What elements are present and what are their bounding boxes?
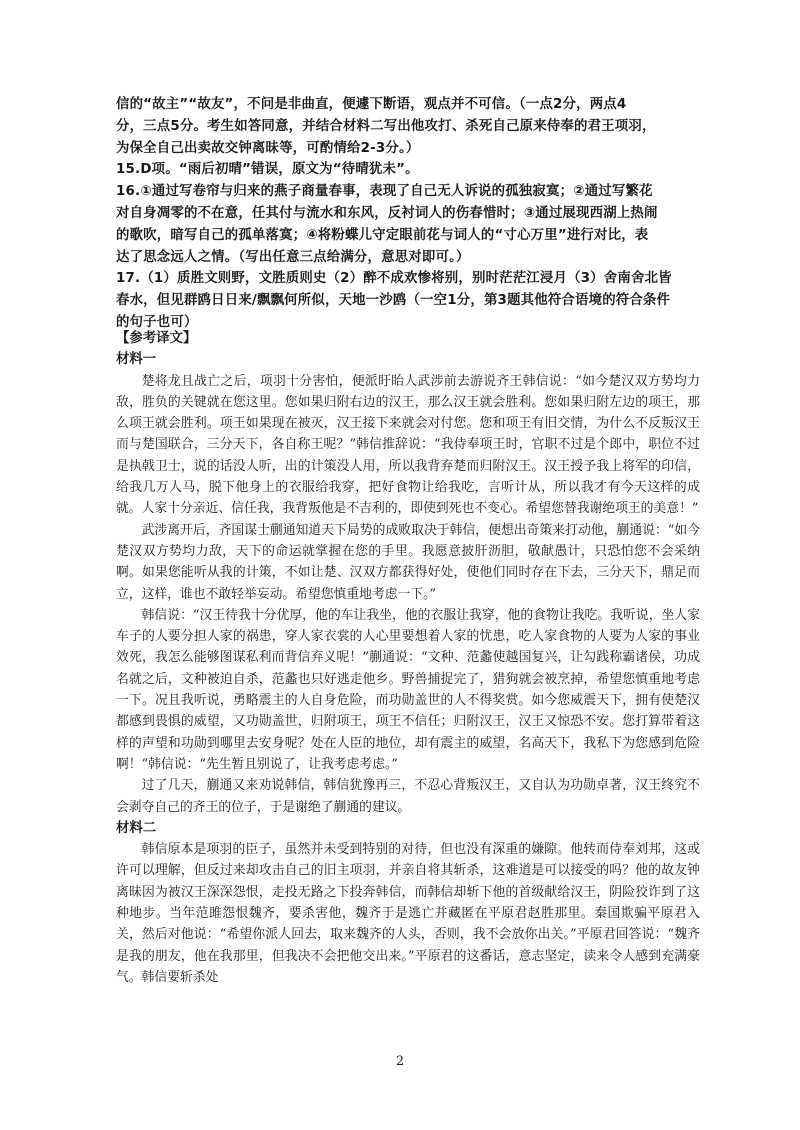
material-one-paragraph: 过了几天，蒯通又来劝说韩信，韩信犹豫再三，不忍心背叛汉王，又自认为功勋卓著，汉王终究不会剥夺自己的齐王的位子，于是谢绝了蒯通的建议。 [116,778,700,815]
answer-line: 信的“故主”“故友”，不问是非曲直，便遽下断语，观点并不可信。（一点2分，两点4 [116,97,627,112]
material-one-title: 材料一 [116,352,157,368]
answer-q17: 17.（1）质胜文则野，文胜质则史（2）醉不成欢惨将别，别时茫茫江浸月（3）舍南舍北皆 [116,271,672,287]
page-number: 2 [395,1054,405,1069]
answer-line: 为保全自己出卖故交钟离昧等，可酌情给2-3分。） [116,140,420,156]
answer-q16: 的歌吹，暗写自己的孤单落寞；④将粉蝶儿守定眼前花与词人的“寸心万里”进行对比，表 [116,227,649,243]
answer-q15: 15.D项。“雨后初晴”错误，原文为“待晴犹未”。 [116,162,419,178]
material-one-paragraph: 韩信说：“汉王待我十分优厚，他的车让我坐，他的衣服让我穿，他的食物让我吃。我听说，坐人家车子的人要分担人家的祸患，穿人家衣裳的人心里要想着人家的忧患，吃人家食物的人要为人家的事业效死，我怎么能够图谋私利而背信弃义呢！”蒯通说：“文种、范蠡使越国复兴，让勾践称霸诸侯，功成名就之后，文种被迫自杀，范蠡也只好逃走他乡。野兽捕捉完了，猎狗就会被烹掉，希望您慎重地考虑一下。况且我听说，勇略震主的人自身危险，而功勋盖世的人不得奖赏。如今您威震天下，拥有使楚汉都感到畏惧的威望，又功勋盖世，归附项王，项王不信任；归附汉王，汉王又惊恐不安。您打算带着这样的声望和功勋到哪里去安身呢？处在人臣的地位，却有震主的威望，名高天下，我私下为您感到危险啊！”韩信说：“先生暂且别说了，让我考虑考虑。” [116,607,700,772]
answer-q17: 春水，但见群鸥日日来/飘飘何所似，天地一沙鸥（一空1分，第3题其他符合语境的符合条件 [116,293,671,309]
material-one-paragraph: 武涉离开后，齐国谋士蒯通知道天下局势的成败取决于韩信，便想出奇策来打动他，蒯通说：“如今楚汉双方势均力敌，天下的命运就掌握在您的手里。我愿意披肝沥胆，敬献愚计，只恐怕您不会采纳啊。如果您能听从我的计策，不如让楚、汉双方都获得好处，使他们同时存在下去，三分天下，鼎足而立，这样，谁也不敢轻举妄动。希望您慎重地考虑一下。” [116,522,700,602]
material-two-paragraph: 韩信原本是项羽的臣子，虽然并未受到特别的对待，但也没有深重的嫌隙。他转而侍奉刘邦，这或许可以理解，但反过来却攻击自己的旧主项羽，并亲自将其斩杀，这难道是可以接受的吗？他的故友钟离昧因为被汉王深深怨恨，走投无路之下投奔韩信，而韩信却斩下他的首级献给汉王，阴险狡诈到了这种地步。当年范雎怨恨魏齐，要杀害他，魏齐于是逃亡并藏匿在平原君赵胜那里。秦国欺骗平原君入关，然后对他说：“希望你派人回去，取来魏齐的人头，否则，我不会放你出关。”平原君回答说：“魏齐是我的朋友，他在我那里，但我决不会把他交出来。”平原君的这番话，意志坚定，读来令人感到充满豪气。韩信要斩杀处 [116,842,700,985]
answer-q16: 达了思念远人之情。（写出任意三点给满分，意思对即可。） [116,249,470,265]
answer-q16: 对自身凋零的不在意，任其付与流水和东风，反衬词人的伤春惜时；③通过展现西湖上热闹 [116,205,658,221]
answer-section [116,94,694,334]
translation-section [116,328,700,988]
answer-line: 分，三点5分。考生如答同意，并结合材料二写出他攻打、杀死自己原来侍奉的君王项羽， [116,118,656,134]
material-one-paragraph: 楚将龙且战亡之后，项羽十分害怕，便派盱眙人武涉前去游说齐王韩信说：“如今楚汉双方势均力敌，胜负的关键就在您这里。您如果归附右边的汉王，那么汉王就会胜利。您如果归附左边的项王，那么项王就会胜利。项王如果现在被灭，汉王接下来就会对付您。您和项王有旧交情，为什么不反叛汉王而与楚国联合，三分天下，各自称王呢？”韩信推辞说：“我侍奉项王时，官职不过是个郎中，职位不过是执戟卫士，说的话没人听，出的计策没人用，所以我背弃楚而归附汉王。汉王授予我上将军的印信，给我几万人马，脱下他身上的衣服给我穿，把好食物让给我吃，言听计从，所以我才有今天这样的成就。人家十分亲近、信任我，我背叛他是不吉利的，即使到死也不变心。希望您替我谢绝项王的美意！” [116,373,700,517]
answer-q17: 的句子也可） [116,314,198,330]
answer-q16: 16.①通过写卷帘与归来的燕子商量春事，表现了自己无人诉说的孤独寂寞；②通过写繁花 [116,184,653,200]
material-two-title: 材料二 [116,820,157,836]
translation-heading: 【参考译文】 [116,331,197,346]
